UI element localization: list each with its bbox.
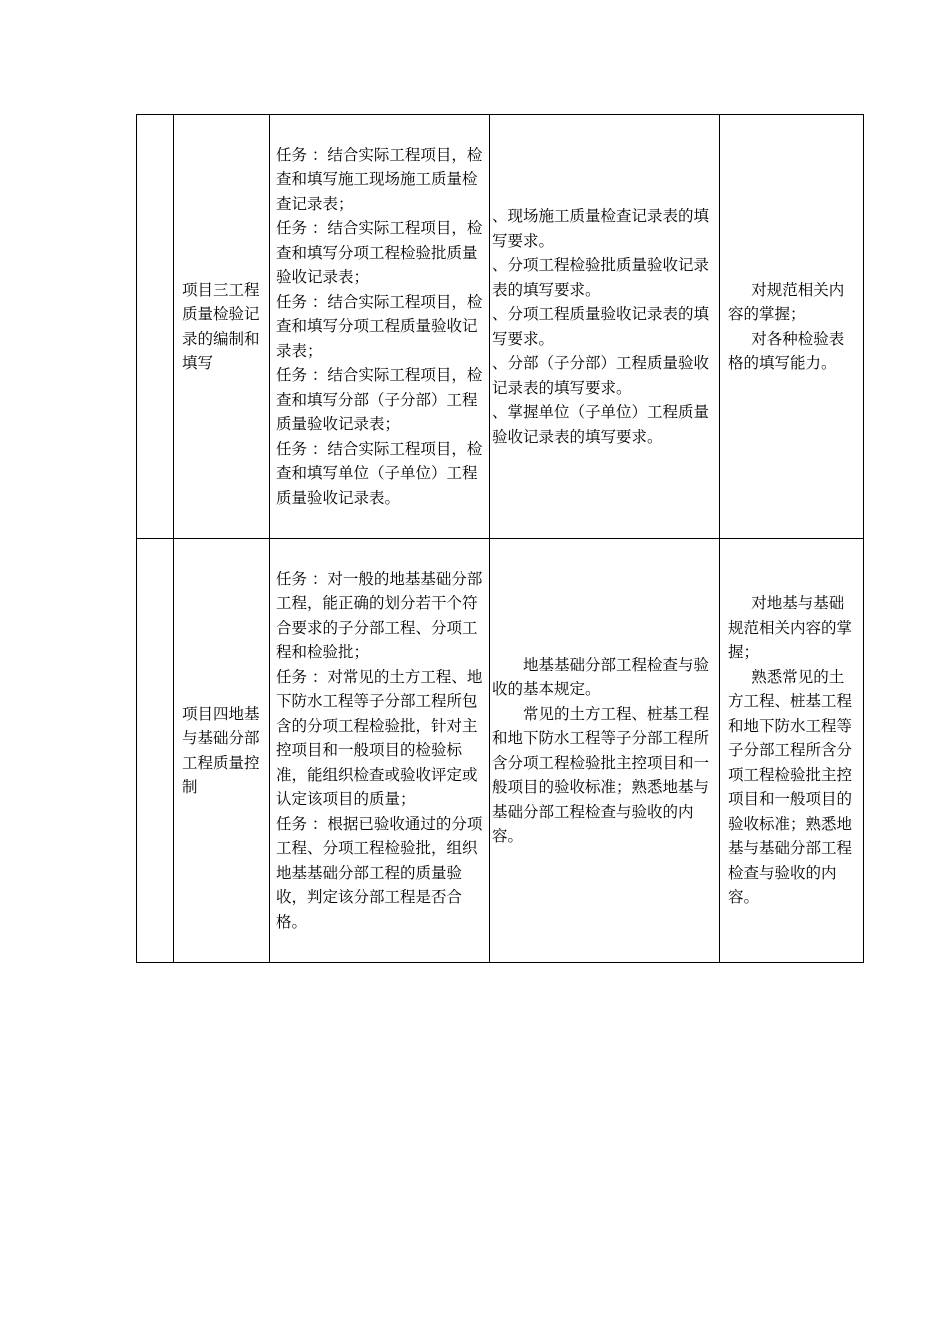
requirement-cell	[720, 539, 864, 963]
project-name: 项目四地基与基础分部工程质量控制	[182, 704, 260, 796]
row-index-cell	[137, 115, 174, 539]
task-item: 任务 ：结合实际工程项目，检查和填写分项工程质量验收记录表；	[276, 292, 483, 360]
row-index-cell	[137, 539, 174, 963]
content-item: 、现场施工质量检查记录表的填写要求。	[492, 207, 710, 250]
content-item: 常见的土方工程、桩基工程和地下防水工程等子分部工程所含分项工程检验批主控项目和一般项目的验收标准；熟悉地基与基础分部工程检查与验收的内容。	[492, 704, 710, 845]
table-row	[137, 115, 864, 539]
task-cell	[270, 115, 490, 539]
task-item: 任务 ：结合实际工程项目，检查和填写施工现场施工质量检查记录表；	[276, 145, 483, 213]
content-cell	[490, 115, 720, 539]
curriculum-table	[136, 114, 864, 963]
task-item: 任务 ：结合实际工程项目，检查和填写单位（子单位）工程质量验收记录表。	[276, 439, 483, 507]
requirement-item: 熟悉常见的土方工程、桩基工程和地下防水工程等子分部工程所含分项工程检验批主控项目和一般项目的验收标准；熟悉地基与基础分部工程检查与验收的内容。	[728, 667, 853, 907]
task-cell	[270, 539, 490, 963]
content-item: 、分部（子分部）工程质量验收记录表的填写要求。	[492, 354, 710, 397]
content-cell	[490, 539, 720, 963]
task-item: 任务 ：根据已验收通过的分项工程、分项工程检验批，组织地基基础分部工程的质量验收，判定该分部工程是否合格。	[276, 814, 483, 931]
content-item: 、分项工程质量验收记录表的填写要求。	[492, 305, 710, 348]
content-item: 、分项工程检验批质量验收记录表的填写要求。	[492, 256, 710, 299]
project-name-cell	[174, 115, 270, 539]
task-item: 任务 ：结合实际工程项目，检查和填写分部（子分部）工程质量验收记录表；	[276, 366, 483, 434]
content-item: 地基基础分部工程检查与验收的基本规定。	[492, 655, 710, 698]
requirement-item: 对规范相关内容的掌握；	[728, 280, 845, 323]
task-item: 任务 ：对常见的土方工程、地下防水工程等子分部工程所包含的分项工程检验批，针对主控项目和一般项目的检验标准，能组织检查或验收评定或认定该项目的质量；	[276, 667, 483, 809]
requirement-item: 对各种检验表格的填写能力。	[728, 329, 845, 372]
table-row	[137, 539, 864, 963]
requirement-item: 对地基与基础规范相关内容的掌握；	[728, 594, 853, 662]
task-item: 任务 ：对一般的地基基础分部工程，能正确的划分若干个符合要求的子分部工程、分项工程和检验批；	[276, 569, 483, 662]
content-item: 、掌握单位（子单位）工程质量验收记录表的填写要求。	[492, 403, 710, 446]
requirement-cell	[720, 115, 864, 539]
task-item: 任务 ：结合实际工程项目，检查和填写分项工程检验批质量验收记录表；	[276, 219, 483, 287]
project-name-cell	[174, 539, 270, 963]
project-name: 项目三工程质量检验记录的编制和填写	[182, 280, 260, 372]
